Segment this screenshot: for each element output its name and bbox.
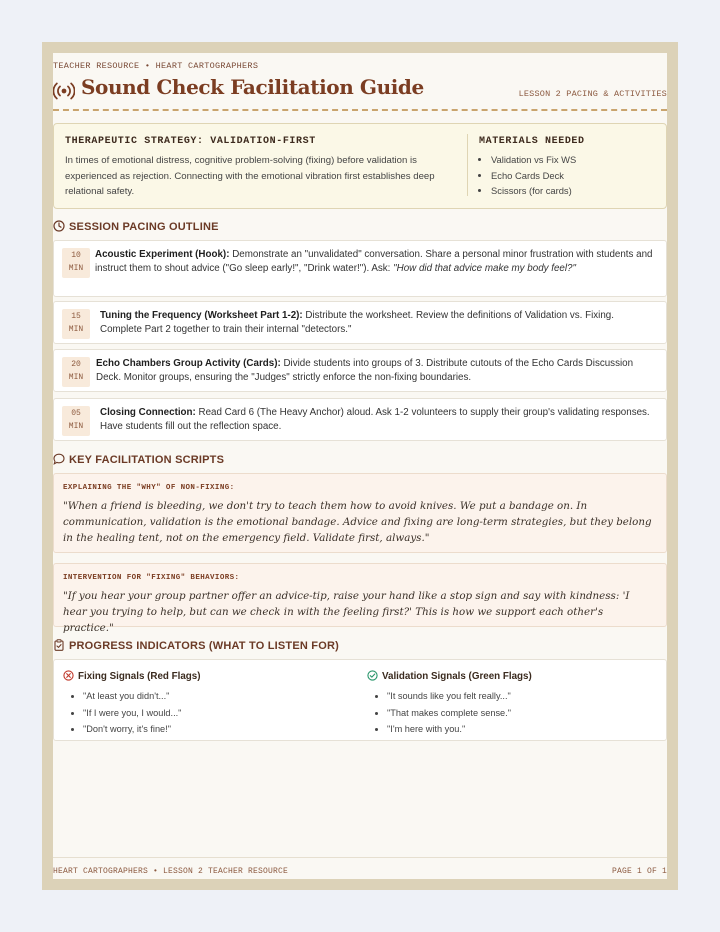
speech-bubble-icon	[53, 453, 65, 465]
check-circle-icon	[367, 670, 378, 681]
pacing-item-hook	[53, 240, 667, 297]
scripts-heading	[53, 453, 224, 466]
pacing-emphasis: "How did that advice make my body feel?"	[393, 262, 576, 274]
validation-signals-column	[367, 670, 657, 738]
fixing-signals-heading	[63, 670, 353, 682]
validation-signals-heading	[367, 670, 657, 682]
fixing-signals-list	[63, 688, 353, 738]
script-label: EXPLAINING THE "WHY" OF NON-FIXING:	[63, 484, 235, 492]
badge-minutes: 10	[71, 251, 81, 260]
script-card-why	[53, 473, 667, 553]
pacing-text: Distribute the worksheet. Review the definitions of Validation vs. Fixing. Complete Part 2 together to train their internal "detectors."	[100, 310, 614, 335]
progress-heading	[53, 639, 339, 652]
clock-icon	[53, 220, 65, 232]
footer-divider	[53, 857, 667, 858]
fixing-signals-column	[63, 670, 353, 738]
validation-signals-title: Validation Signals (Green Flags)	[382, 671, 532, 682]
strategy-text: In times of emotional distress, cognitive problem-solving (fixing) before validation is experienced as rejection. Connecting with the emotional vibration first establishes deep relational safety.	[65, 155, 435, 197]
time-badge	[62, 357, 90, 387]
pacing-description	[95, 248, 656, 275]
badge-unit: MIN	[68, 324, 84, 334]
progress-box	[53, 659, 667, 741]
document-page	[53, 53, 667, 879]
page-number: PAGE 1 OF 1	[611, 867, 667, 876]
badge-minutes: 05	[71, 409, 81, 418]
materials-section	[479, 136, 659, 199]
pacing-title: Closing Connection:	[100, 407, 196, 418]
pacing-heading	[53, 220, 219, 233]
validation-signals-list	[367, 688, 657, 738]
list-item: • Echo Cards Deck	[491, 168, 659, 184]
progress-heading-text: PROGRESS INDICATORS (WHAT TO LISTEN FOR)	[69, 640, 339, 652]
script-card-intervention	[53, 563, 667, 634]
script-quote: "When a friend is bleeding, we don't try to teach them how to avoid knives. We put a bandage on. In communication, validation is the emotional bandage. Advice and fixing are long-term strategies, but they belong in the healing tent, not on the emergency field. Validate first, always."	[63, 500, 652, 544]
badge-unit: MIN	[68, 421, 84, 431]
badge-minutes: 15	[71, 312, 81, 321]
x-circle-icon	[63, 670, 74, 681]
list-item: • "That makes complete sense."	[387, 705, 657, 722]
strategy-section	[65, 136, 455, 200]
list-item: • "It sounds like you felt really..."	[387, 688, 657, 705]
time-badge	[62, 406, 90, 436]
lesson-tag: LESSON 2 PACING & ACTIVITIES	[518, 89, 667, 99]
list-item: • "I'm here with you."	[387, 721, 657, 738]
header-divider	[53, 109, 667, 111]
clipboard-check-icon	[53, 639, 65, 651]
badge-unit: MIN	[68, 263, 84, 273]
pacing-description	[100, 406, 656, 433]
pacing-text: Divide students into groups of 3. Distribute cutouts of the Echo Cards Discussion Deck. Monitor groups, ensuring the "Judges" strictly enforce the non-fixing boundaries.	[96, 358, 634, 383]
pacing-item-cards	[53, 349, 667, 392]
footer-left: HEART CARTOGRAPHERS • LESSON 2 TEACHER RESOURCE	[53, 867, 289, 876]
list-item: • "If I were you, I would..."	[83, 705, 353, 722]
list-item: • "Don't worry, it's fine!"	[83, 721, 353, 738]
pacing-description	[100, 309, 656, 336]
list-item: • Validation vs Fix WS	[491, 152, 659, 168]
header-kicker: TEACHER RESOURCE • HEART CARTOGRAPHERS	[53, 61, 259, 71]
scripts-heading-text: KEY FACILITATION SCRIPTS	[69, 454, 225, 466]
strategy-heading: THERAPEUTIC STRATEGY: VALIDATION-FIRST	[65, 136, 316, 147]
pacing-text: Demonstrate an "unvalidated" conversation. Share a personal minor frustration with students and instruct them to shout advice ("Go sleep early!", "Drink water!"). Ask:	[95, 249, 653, 274]
broadcast-signal-icon	[53, 81, 75, 101]
badge-unit: MIN	[68, 372, 84, 382]
title-row	[53, 75, 667, 105]
page-title: Sound Check Facilitation Guide	[81, 75, 424, 99]
pacing-title: Echo Chambers Group Activity (Cards):	[96, 358, 281, 369]
time-badge	[62, 309, 90, 339]
pacing-title: Tuning the Frequency (Worksheet Part 1-2):	[100, 310, 303, 321]
materials-heading: MATERIALS NEEDED	[479, 136, 585, 147]
pacing-text: Read Card 6 (The Heavy Anchor) aloud. Ask 1-2 volunteers to supply their group's validating responses. Have students fill out the reflection space.	[100, 407, 650, 432]
script-label: INTERVENTION FOR "FIXING" BEHAVIORS:	[63, 574, 240, 582]
pacing-heading-text: SESSION PACING OUTLINE	[69, 221, 219, 233]
page-frame	[42, 42, 678, 890]
pacing-item-closing	[53, 398, 667, 441]
script-quote: "If you hear your group partner offer an advice-tip, raise your hand like a stop sign and say with kindness: 'I hear you trying to help, but can we check in with the feeling first?' This is how we support each other's practice."	[63, 590, 630, 634]
pacing-item-worksheet	[53, 301, 667, 344]
materials-list	[479, 152, 659, 199]
strategy-box	[53, 123, 667, 209]
pacing-description	[96, 357, 656, 384]
pacing-title: Acoustic Experiment (Hook):	[95, 249, 230, 260]
list-item: • "At least you didn't..."	[83, 688, 353, 705]
strategy-divider	[467, 134, 468, 196]
list-item: • Scissors (for cards)	[491, 183, 659, 199]
fixing-signals-title: Fixing Signals (Red Flags)	[78, 671, 201, 682]
time-badge	[62, 248, 90, 278]
badge-minutes: 20	[71, 360, 81, 369]
